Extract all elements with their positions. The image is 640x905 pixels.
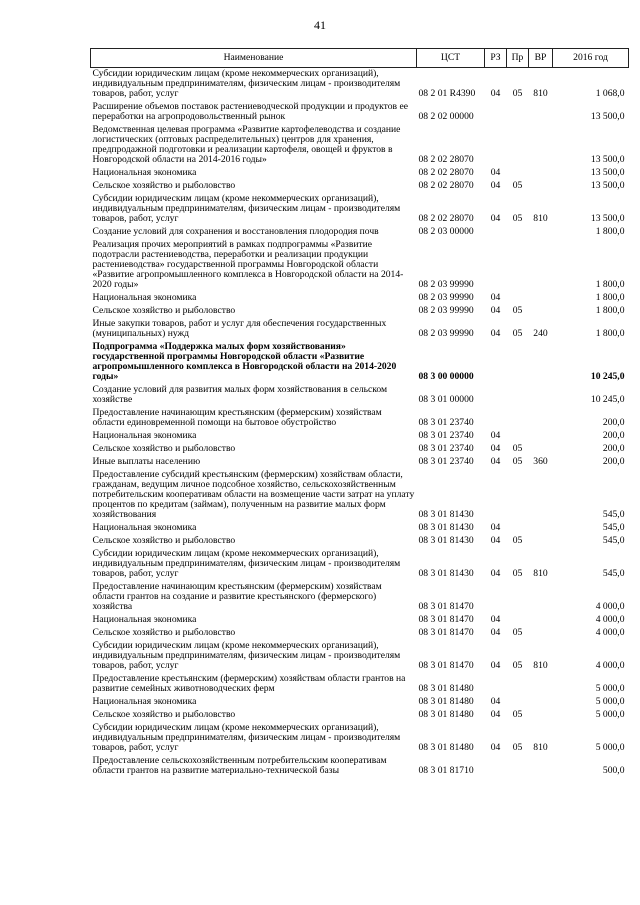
cell-vr [529,614,553,627]
cell-rz: 04 [490,696,501,707]
cell-vr [529,384,553,407]
cell-vr [529,101,553,124]
cell-cst: 08 3 01 81480 [418,709,474,720]
cell-sum: 5 000,0 [595,742,625,753]
cell-vr [529,581,553,614]
cell-vr: 810 [533,742,548,753]
cell-pr: 05 [512,456,523,467]
table-header [91,49,629,68]
cell-name: Иные закупки товаров, работ и услуг для обеспечения государственных (муниципальных) нужд [92,318,387,339]
cell-sum: 200,0 [602,456,625,467]
cell-pr [507,226,529,239]
cell-name: Предоставление начинающим крестьянским (фермерским) хозяйствам области единовременной помощи на бытовое обустройство [92,407,382,428]
cell-rz: 04 [490,614,501,625]
cell-cst: 08 3 01 81710 [418,765,474,776]
cell-cst: 08 3 01 81430 [418,568,474,579]
cell-cst: 08 3 00 00000 [418,371,474,382]
cell-cst: 08 3 01 81470 [418,601,474,612]
cell-sum: 1 068,0 [595,88,625,99]
cell-rz [485,384,507,407]
cell-rz: 04 [490,167,501,178]
table-row [91,581,629,614]
cell-vr [529,469,553,522]
cell-name: Национальная экономика [92,430,197,441]
cell-rz: 04 [490,328,501,339]
cell-rz: 04 [490,709,501,720]
cell-name: Иные выплаты населению [92,456,201,467]
cell-sum: 13 500,0 [590,180,625,191]
cell-name: Национальная экономика [92,696,197,707]
cell-vr [529,430,553,443]
cell-vr [529,305,553,318]
table-row [91,239,629,292]
cell-rz: 04 [490,292,501,303]
cell-pr [507,755,529,778]
cell-vr: 240 [533,328,548,339]
cell-pr [507,469,529,522]
cell-name: Сельское хозяйство и рыболовство [92,627,236,638]
cell-name: Национальная экономика [92,292,197,303]
cell-vr [529,673,553,696]
cell-sum: 545,0 [602,535,625,546]
cell-name: Сельское хозяйство и рыболовство [92,443,236,454]
cell-cst: 08 3 01 81430 [418,535,474,546]
cell-rz: 04 [490,535,501,546]
cell-rz [485,407,507,430]
cell-pr: 05 [512,627,523,638]
table-row [91,124,629,167]
cell-rz: 04 [490,430,501,441]
cell-name: Национальная экономика [92,522,197,533]
cell-cst: 08 3 01 81470 [418,660,474,671]
cell-pr [507,581,529,614]
cell-pr [507,101,529,124]
cell-cst: 08 2 02 00000 [418,111,474,122]
cell-vr: 810 [533,213,548,224]
cell-name: Сельское хозяйство и рыболовство [92,180,236,191]
cell-cst: 08 2 03 99990 [418,305,474,316]
cell-vr [529,535,553,548]
cell-rz: 04 [490,213,501,224]
cell-sum: 5 000,0 [595,696,625,707]
cell-sum: 10 245,0 [590,371,625,382]
cell-cst: 08 2 01 R4390 [418,88,476,99]
cell-cst: 08 2 02 28070 [418,180,474,191]
cell-vr [529,167,553,180]
cell-cst: 08 3 01 23740 [418,430,474,441]
cell-cst: 08 3 01 81480 [418,683,474,694]
cell-sum: 4 000,0 [595,601,625,612]
cell-vr [529,443,553,456]
cell-pr: 05 [512,328,523,339]
cell-sum: 1 800,0 [595,328,625,339]
table-row [91,535,629,548]
table-row [91,318,629,341]
cell-sum: 13 500,0 [590,154,625,165]
table-row [91,226,629,239]
cell-name: Предоставление крестьянским (фермерским) хозяйствам области грантов на развитие семейных животноводческих ферм [92,673,406,694]
cell-name: Создание условий для сохранения и восстановления плодородия почв [92,226,379,237]
cell-sum: 1 800,0 [595,292,625,303]
cell-vr [529,407,553,430]
cell-pr [507,673,529,696]
cell-sum: 4 000,0 [595,660,625,671]
cell-name: Расширение объемов поставок растениеводческой продукции и продуктов ее переработки на агропродовольственный рынок [92,101,408,122]
cell-cst: 08 2 02 28070 [418,213,474,224]
table-row [91,384,629,407]
cell-pr [507,614,529,627]
cell-sum: 1 800,0 [595,279,625,290]
cell-rz: 04 [490,742,501,753]
header-row [91,49,629,68]
cell-pr: 05 [512,88,523,99]
cell-rz [485,124,507,167]
table-row [91,341,629,384]
cell-sum: 545,0 [602,568,625,579]
table-row [91,640,629,673]
cell-pr [507,430,529,443]
cell-pr [507,167,529,180]
cell-pr [507,341,529,384]
cell-name: Сельское хозяйство и рыболовство [92,535,236,546]
table-row [91,430,629,443]
header-pr: Пр [507,49,529,68]
table-row [91,305,629,318]
cell-vr [529,226,553,239]
cell-name: Субсидии юридическим лицам (кроме некоммерческих организаций), индивидуальным предпринимателям, физическим лицам - производителям товаров, работ, услуг [92,68,401,99]
cell-cst: 08 2 03 99990 [418,279,474,290]
page-number: 41 [314,18,326,32]
cell-rz: 04 [490,568,501,579]
cell-vr: 360 [533,456,548,467]
table-row [91,627,629,640]
cell-pr [507,239,529,292]
cell-rz [485,226,507,239]
table-row [91,548,629,581]
header-name: Наименование [91,49,417,68]
cell-cst: 08 2 03 99990 [418,292,474,303]
cell-vr [529,124,553,167]
cell-rz [485,755,507,778]
cell-pr [507,407,529,430]
cell-rz: 04 [490,660,501,671]
cell-cst: 08 3 01 81430 [418,522,474,533]
cell-name: Предоставление начинающим крестьянским (фермерским) хозяйствам области грантов на создание и развитие крестьянского (фермерского) хозяйства [92,581,382,612]
cell-cst: 08 3 01 00000 [418,394,474,405]
table-row [91,180,629,193]
table-row [91,101,629,124]
cell-sum: 4 000,0 [595,614,625,625]
cell-name: Создание условий для развития малых форм хозяйствования в сельском хозяйстве [92,384,388,405]
cell-pr: 05 [512,180,523,191]
cell-sum: 200,0 [602,443,625,454]
cell-pr: 05 [512,213,523,224]
cell-rz [485,673,507,696]
cell-vr [529,755,553,778]
cell-sum: 4 000,0 [595,627,625,638]
cell-sum: 13 500,0 [590,213,625,224]
cell-pr [507,384,529,407]
table-row [91,755,629,778]
cell-cst: 08 3 01 23740 [418,456,474,467]
cell-sum: 5 000,0 [595,709,625,720]
cell-rz: 04 [490,627,501,638]
header-cst: ЦСТ [417,49,485,68]
cell-sum: 1 800,0 [595,305,625,316]
cell-vr [529,696,553,709]
table-row [91,68,629,102]
cell-vr [529,292,553,305]
cell-vr [529,709,553,722]
header-year: 2016 год [553,49,629,68]
table-body [91,68,629,779]
cell-sum: 545,0 [602,522,625,533]
cell-sum: 500,0 [602,765,625,776]
cell-cst: 08 3 01 81480 [418,696,474,707]
cell-cst: 08 2 03 00000 [418,226,474,237]
table-row [91,522,629,535]
cell-cst: 08 3 01 23740 [418,443,474,454]
cell-pr [507,292,529,305]
budget-table [90,48,629,778]
header-rz: РЗ [485,49,507,68]
cell-pr [507,522,529,535]
cell-name: Сельское хозяйство и рыболовство [92,709,236,720]
cell-name: Субсидии юридическим лицам (кроме некоммерческих организаций), индивидуальным предпринимателям, физическим лицам - производителям товаров, работ, услуг [92,548,401,579]
cell-vr: 810 [533,568,548,579]
cell-cst: 08 2 02 28070 [418,154,474,165]
cell-name: Субсидии юридическим лицам (кроме некоммерческих организаций), индивидуальным предпринимателям, физическим лицам - производителям товаров, работ, услуг [92,722,401,753]
table-row [91,696,629,709]
cell-sum: 13 500,0 [590,167,625,178]
cell-rz: 04 [490,88,501,99]
cell-sum: 200,0 [602,417,625,428]
cell-rz [485,341,507,384]
table-row [91,292,629,305]
table-row [91,456,629,469]
table-row [91,443,629,456]
cell-vr [529,239,553,292]
cell-cst: 08 3 01 81430 [418,509,474,520]
cell-pr: 05 [512,535,523,546]
cell-name: Национальная экономика [92,614,197,625]
cell-rz: 04 [490,305,501,316]
cell-rz [485,101,507,124]
cell-rz [485,239,507,292]
cell-pr: 05 [512,660,523,671]
table-row [91,614,629,627]
cell-cst: 08 3 01 23740 [418,417,474,428]
header-vr: ВР [529,49,553,68]
cell-name: Предоставление субсидий крестьянским (фермерским) хозяйствам области, гражданам, ведущим личное подсобное хозяйство, сельскохозяйственным потребительским кооперативам области на возмещение части затрат на уплату процентов по кредитам (займам), полученным на развитие малых форм хозяйствования [92,469,415,520]
table-row [91,673,629,696]
table-row [91,407,629,430]
cell-cst: 08 3 01 81470 [418,627,474,638]
cell-pr: 05 [512,443,523,454]
cell-name: Ведомственная целевая программа «Развитие картофелеводства и создание логистических (оптовых распределительных) центров для хранения, предпродажной подготовки и реализации картофеля, овощей и фруктов в Новгородской области на 2014-2016 годы» [92,124,401,165]
cell-cst: 08 3 01 81480 [418,742,474,753]
cell-vr [529,627,553,640]
cell-pr: 05 [512,742,523,753]
cell-name: Субсидии юридическим лицам (кроме некоммерческих организаций), индивидуальным предпринимателям, физическим лицам - производителям товаров, работ, услуг [92,193,401,224]
cell-pr [507,124,529,167]
cell-name: Национальная экономика [92,167,197,178]
cell-vr [529,180,553,193]
cell-pr: 05 [512,568,523,579]
cell-rz [485,469,507,522]
cell-cst: 08 2 03 99990 [418,328,474,339]
cell-vr [529,341,553,384]
cell-sum: 13 500,0 [590,111,625,122]
table-row [91,193,629,226]
cell-rz: 04 [490,456,501,467]
cell-sum: 5 000,0 [595,683,625,694]
cell-rz [485,581,507,614]
cell-rz: 04 [490,180,501,191]
cell-vr: 810 [533,88,548,99]
cell-pr: 05 [512,305,523,316]
table-row [91,722,629,755]
cell-vr [529,522,553,535]
cell-sum: 1 800,0 [595,226,625,237]
cell-name: Сельское хозяйство и рыболовство [92,305,236,316]
cell-name: Реализация прочих мероприятий в рамках подпрограммы «Развитие подотрасли растениеводства, переработки и реализации продукции растениеводства» государственной программы Новгородской области «Развитие агропромышленного комплекса в Новгородской области на 2014-2020 годы» [92,239,404,290]
cell-sum: 10 245,0 [590,394,625,405]
cell-vr: 810 [533,660,548,671]
cell-name: Субсидии юридическим лицам (кроме некоммерческих организаций), индивидуальным предпринимателям, физическим лицам - производителям товаров, работ, услуг [92,640,401,671]
cell-rz: 04 [490,443,501,454]
cell-sum: 545,0 [602,509,625,520]
cell-cst: 08 3 01 81470 [418,614,474,625]
cell-pr: 05 [512,709,523,720]
cell-pr [507,696,529,709]
cell-cst: 08 2 02 28070 [418,167,474,178]
cell-name: Предоставление сельскохозяйственным потребительским кооперативам области грантов на развитие материально-технической базы [92,755,387,776]
cell-name: Подпрограмма «Поддержка малых форм хозяйствования» государственной программы Новгородской области «Развитие агропромышленного комплекса в Новгородской области на 2014-2020 годы» [92,341,397,382]
cell-rz: 04 [490,522,501,533]
table-row [91,469,629,522]
table-row [91,709,629,722]
cell-sum: 200,0 [602,430,625,441]
table-row [91,167,629,180]
